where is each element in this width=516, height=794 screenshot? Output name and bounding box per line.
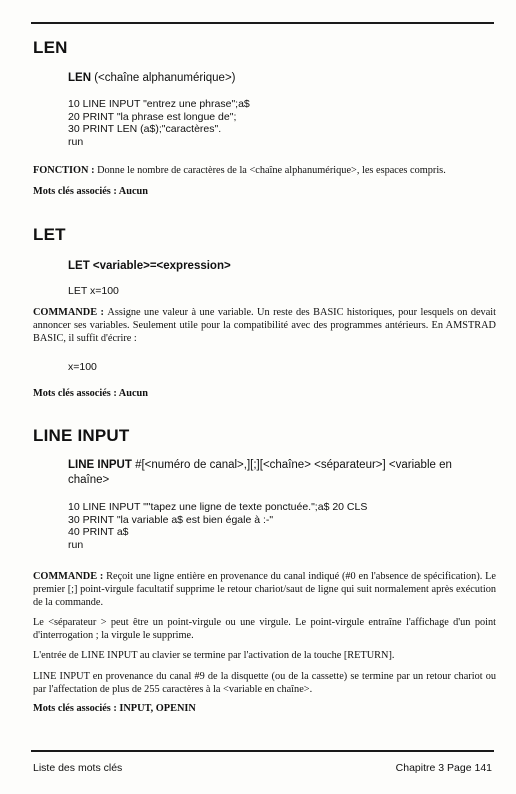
description-len: FONCTION : Donne le nombre de caractères de la <chaîne alphanumérique>, les espaces compris. [33,165,446,176]
footer-section-title: Liste des mots clés [33,762,123,774]
code-line: 20 PRINT "la phrase est longue de"; [68,110,237,123]
channel-note: LINE INPUT en provenance du canal #9 de la disquette (ou de la cassette) se termine par un retour chariot ou par l'affectation de plus de 255 caractères à la <variable en chaîne>. [33,671,496,695]
entry-title-len: LEN [33,38,68,57]
syntax-line-input [68,458,492,488]
code-line: run [68,135,84,148]
code-line: 30 PRINT LEN (a$);"caractères". [68,123,222,135]
separator-note: Le <séparateur > peut être un point-virgule ou une virgule. Le point-virgule entraîne l'affichage d'un point d'interrogation ; la virgule le supprime. [33,617,496,641]
code-block-line-input [68,501,367,551]
related-keywords-len: Mots clés associés : Aucun [33,186,148,197]
syntax-args: #[<numéro de canal>,][;][<chaîne> <séparateur>] <variable en chaîne> [68,459,452,486]
code-line: 30 PRINT "la variable a$ est bien égale à :-" [68,513,274,526]
entry-title-line-input: LINE INPUT [33,426,130,445]
footer-page-number: Chapitre 3 Page 141 [395,762,492,774]
keyboard-entry-note: L'entrée de LINE INPUT au clavier se termine par l'activation de la touche [RETURN]. [33,650,395,661]
entry-title-let: LET [33,225,66,244]
syntax-keyword: LEN [68,72,91,84]
example-let: LET x=100 [68,285,119,297]
syntax-len [68,71,492,86]
top-rule [31,22,494,24]
syntax-keyword: LINE INPUT [68,459,132,471]
related-keywords-let: Mots clés associés : Aucun [33,388,148,399]
related-keywords-line-input: Mots clés associés : INPUT, OPENIN [33,703,196,714]
code-line: 10 LINE INPUT "entrez une phrase";a$ [68,98,250,110]
syntax-args: (<chaîne alphanumérique>) [91,72,236,84]
code-line: run [68,538,84,551]
code-line: 10 LINE INPUT ""tapez une ligne de texte ponctuée.";a$ 20 CLS [68,501,368,513]
description-line-input: COMMANDE : Reçoit une ligne entière en provenance du canal indiqué (#0 en l'absence de spécification). Le premier [;] point-virgule facultatif supprime le retour chariot/saut de ligne qui suit normalement après exécution de la commande. [33,571,497,608]
description-let: COMMANDE : Assigne une valeur à une variable. Un reste des BASIC historiques, pour lesquels on devait annoncer ses variables. Seulement utile pour la compatibilité avec des programmes antérieurs. En AMSTRAD BASIC, il suffit d'écrire : [33,307,496,344]
code-block-len [68,98,250,148]
code-line: 40 PRINT a$ [68,526,129,538]
bottom-rule [31,750,494,752]
example2-let: x=100 [68,361,97,373]
syntax-let: LET <variable>=<expression> [68,260,231,272]
